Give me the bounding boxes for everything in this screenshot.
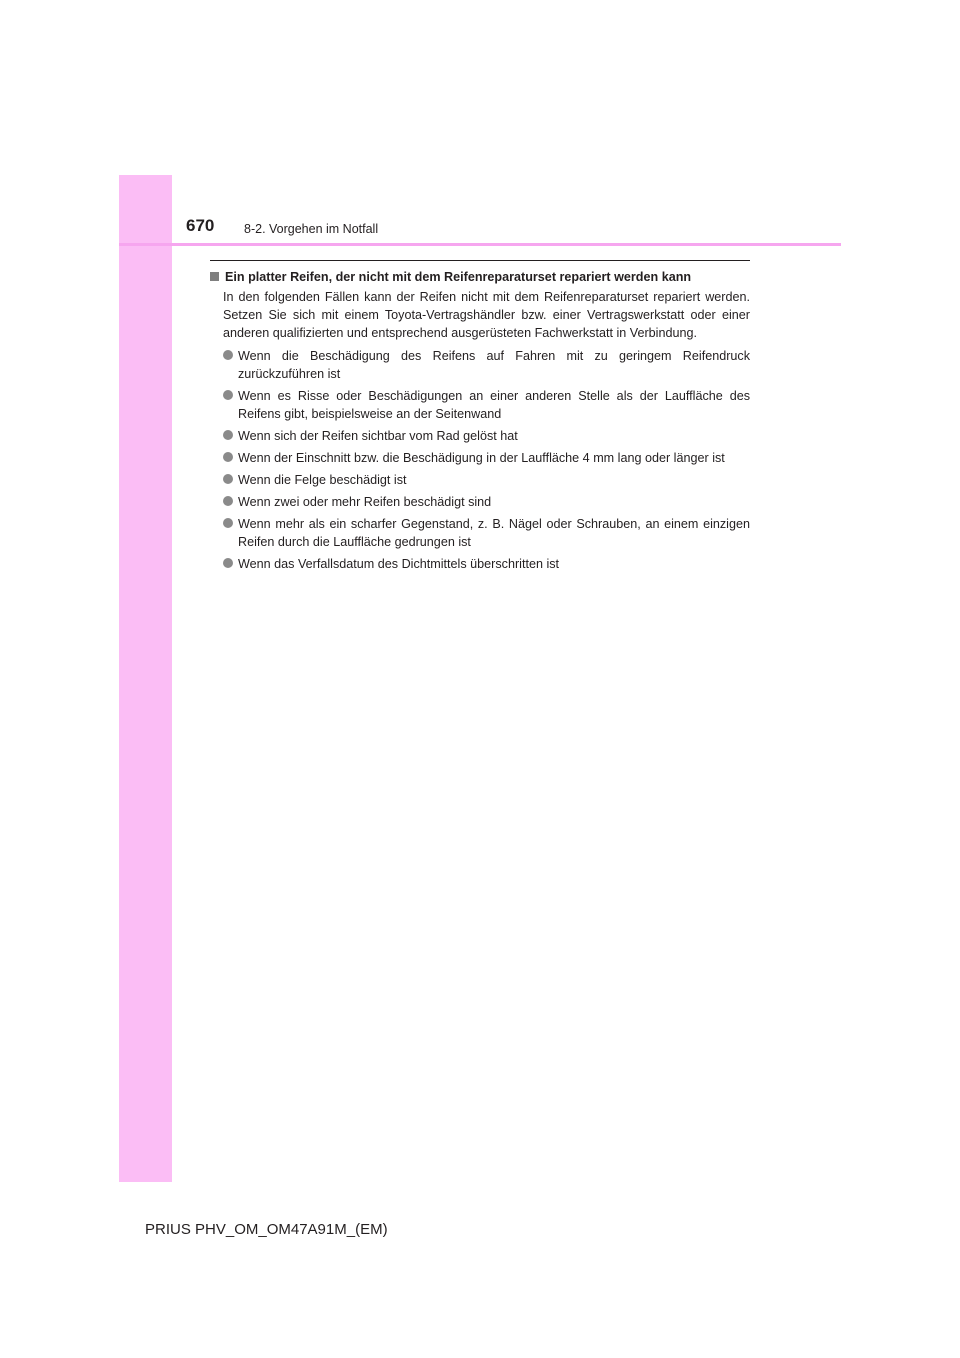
bullet-dot-icon xyxy=(223,452,233,462)
list-item-text: Wenn sich der Reifen sichtbar vom Rad gelöst hat xyxy=(238,429,518,443)
main-content xyxy=(210,268,750,577)
list-item xyxy=(210,493,750,511)
list-item xyxy=(210,555,750,573)
header-tab xyxy=(119,175,172,243)
header-rule xyxy=(119,243,841,246)
document-id: PRIUS PHV_OM_OM47A91M_(EM) xyxy=(145,1221,388,1238)
bullet-dot-icon xyxy=(223,350,233,360)
list-item-text: Wenn das Verfallsdatum des Dichtmittels überschritten ist xyxy=(238,557,560,571)
list-item xyxy=(210,515,750,551)
bullet-dot-icon xyxy=(223,390,233,400)
side-band xyxy=(119,175,172,1182)
list-item-text: Wenn mehr als ein scharfer Gegenstand, z. B. Nägel oder Schrauben, an einem einzigen Reifen durch die Lauffläche gedrungen ist xyxy=(238,517,750,549)
bullet-dot-icon xyxy=(223,518,233,528)
list-item-text: Wenn der Einschnitt bzw. die Beschädigung in der Lauffläche 4 mm lang oder länger ist xyxy=(238,451,725,465)
bullet-dot-icon xyxy=(223,496,233,506)
list-item xyxy=(210,471,750,489)
bullet-dot-icon xyxy=(223,430,233,440)
list-item-text: Wenn zwei oder mehr Reifen beschädigt sind xyxy=(238,495,492,509)
square-bullet-icon xyxy=(210,272,219,281)
content-rule xyxy=(210,260,750,261)
bullet-dot-icon xyxy=(223,558,233,568)
intro-paragraph: In den folgenden Fällen kann der Reifen nicht mit dem Reifenreparaturset repariert werden. Setzen Sie sich mit einem Toyota-Vertragshändler bzw. einer Vertragswerkstatt oder einer anderen qualifizierten und entsprechend ausgerüsteten Fachwerkstatt in Verbindung. xyxy=(223,290,750,340)
bullet-dot-icon xyxy=(223,474,233,484)
bullet-list xyxy=(210,347,750,573)
list-item xyxy=(210,427,750,445)
section-heading xyxy=(210,268,750,286)
section-title: 8-2. Vorgehen im Notfall xyxy=(244,222,379,236)
list-item xyxy=(210,347,750,383)
list-item-text: Wenn die Felge beschädigt ist xyxy=(238,473,407,487)
list-item-text: Wenn die Beschädigung des Reifens auf Fahren mit zu geringem Reifendruck zurückzuführen ist xyxy=(238,349,750,381)
page-number: 670 xyxy=(186,216,215,235)
list-item-text: Wenn es Risse oder Beschädigungen an einer anderen Stelle als der Lauffläche des Reifens gibt, beispielsweise an der Seitenwand xyxy=(238,389,750,421)
list-item xyxy=(210,387,750,423)
list-item xyxy=(210,449,750,467)
section-heading-text: Ein platter Reifen, der nicht mit dem Reifenreparaturset repariert werden kann xyxy=(225,270,692,284)
